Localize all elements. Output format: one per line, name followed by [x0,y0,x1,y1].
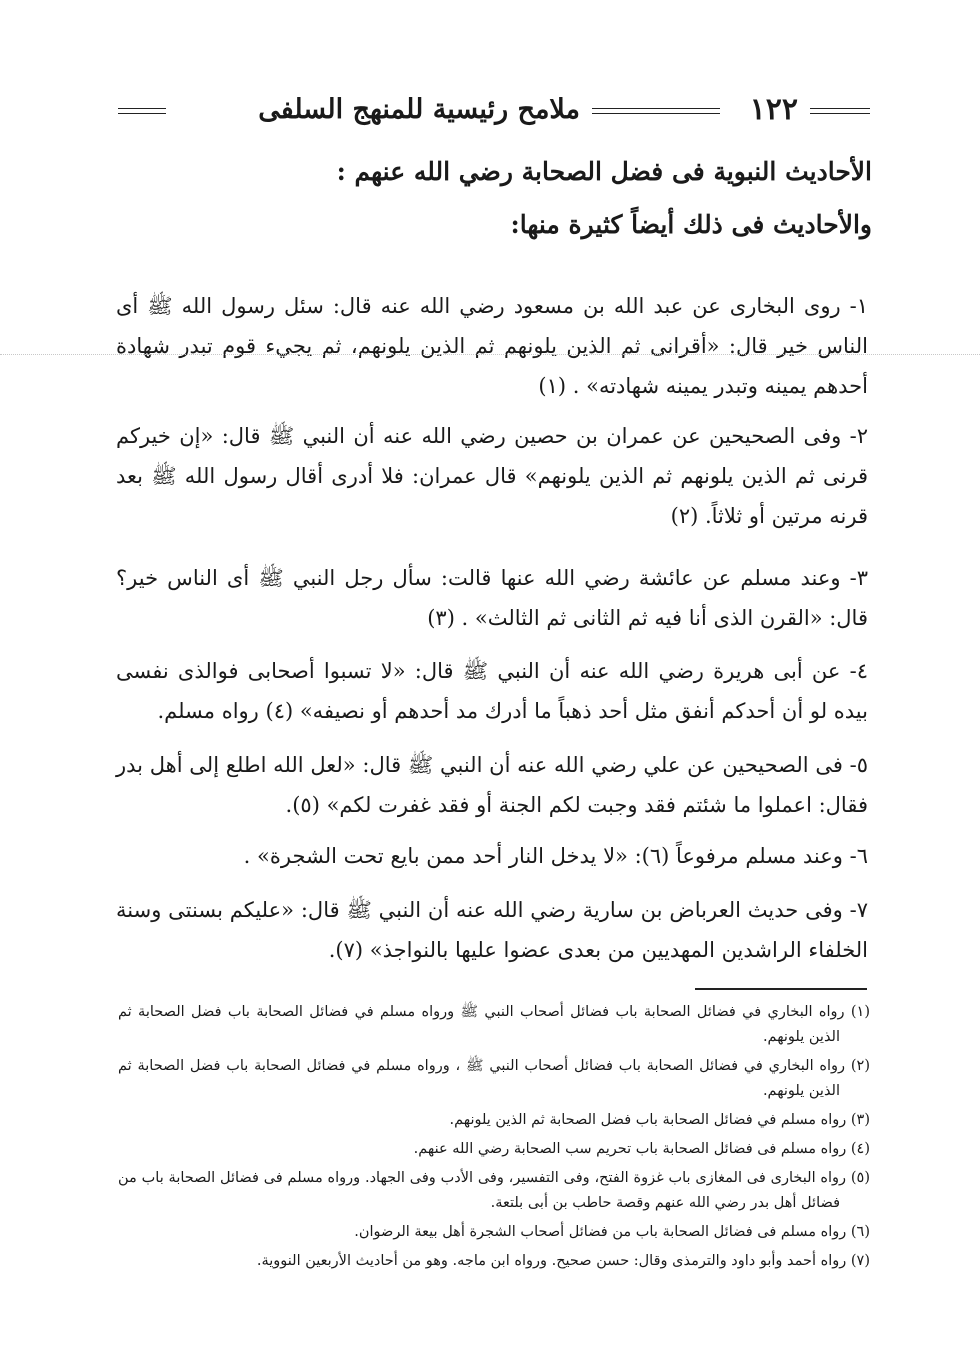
footnote-7: (٧) رواه أحمد وأبو داود والترمذى وقال: حسن صحيح. ورواه ابن ماجه. وهو من أحاديث الأربعين النووية. [256,1253,870,1269]
hadith-6: ٦- وعند مسلم مرفوعاً (٦): «لا يدخل النار أحد ممن بايع تحت الشجرة» . [243,844,868,868]
intro-line: والأحاديث فى ذلك أيضاً كثيرة منها: [510,210,872,239]
hadith-2: ٢- وفى الصحيحين عن عمران بن حصين رضي الله عنه أن النبي ﷺ قال: «إن خيركم قرنى ثم الذين يلونهم ثم الذين يلونهم» قال عمران: فلا أدرى أقال رسول الله ﷺ بعد قرنه مرتين أو ثلاثاً. (٢) [116,424,868,528]
hadith-5: ٥- فى الصحيحين عن علي رضي الله عنه أن النبي ﷺ قال: «لعل الله اطلع إلى أهل بدر فقال: اعملوا ما شئتم فقد وجبت لكم الجنة أو فقد غفرت لكم» (٥). [116,753,868,817]
section-heading: الأحاديث النبوية فى فضل الصحابة رضي الله عنهم : [336,157,872,186]
footnote-3: (٣) رواه مسلم في فضائل الصحابة باب فضل الصحابة ثم الذين يلونهم. [449,1112,870,1128]
hadith-7: ٧- وفى حديث العرباض بن سارية رضي الله عنه أن النبي ﷺ قال: «عليكم بسنتى وسنة الخلفاء الراشدين المهديين من بعدى عضوا عليها بالنواجذ» (٧). [116,898,868,962]
footnotes [118,1000,870,1278]
footnote-separator [695,988,867,990]
header-rule-left [118,108,166,114]
page-number: ١٢٢ [749,92,798,127]
hadith-4: ٤- عن أبى هريرة رضي الله عنه أن النبي ﷺ قال: «لا تسبوا أصحابى فوالذى نفسى بيده لو أن أحدكم أنفق مثل أحد ذهباً ما أدرك مد أحدهم أو نصيفه» (٤) رواه مسلم. [116,659,868,723]
hadith-3: ٣- وعند مسلم عن عائشة رضي الله عنها قالت: سأل رجل النبي ﷺ أى الناس خير؟ قال: «القرن الذى أنا فيه ثم الثانى ثم الثالث» . (٣) [116,566,868,630]
hadith-1: ١- روى البخارى عن عبد الله بن مسعود رضي الله عنه قال: سئل رسول الله ﷺ أى الناس خير قال: «أقرانى ثم الذين يلونهم ثم الذين يلونهم، ثم يجيء قوم تبدر شهادة أحدهم يمينه وتبدر يمينه شهادته» . (١) [116,294,868,398]
footnote-5: (٥) رواه البخارى فى المغازى باب غزوة الفتح، وفى التفسير، وفى الأدب وفى الجهاد. ورواه مسلم فى فضائل الصحابة باب من فضائل أهل بدر رضي الله عنهم وقصة حاطب بن أبى بلتعة. [118,1170,870,1211]
footnote-1: (١) رواه البخاري في فضائل الصحابة باب فضائل أصحاب النبي ﷺ ورواه مسلم في فضائل الصحابة باب فضل الصحابة ثم الذين يلونهم. [118,1004,870,1045]
running-title: ملامح رئيسية للمنهج السلفى [258,94,580,125]
header-rule-right [810,108,870,114]
footnote-6: (٦) رواه مسلم فى فضائل الصحابة باب من فضائل أصحاب الشجرة أهل بيعة الرضوان. [354,1224,870,1240]
running-header [118,92,870,132]
footnote-4: (٤) رواه مسلم فى فضائل الصحابة باب تحريم سب الصحابة رضي الله عنهم. [413,1141,870,1157]
scan-artifact-line [0,354,980,355]
footnote-2: (٢) رواه البخاري في فضائل الصحابة باب فضائل أصحاب النبي ﷺ ، ورواه مسلم في فضائل الصحابة باب فضل الصحابة ثم الذين يلونهم. [118,1058,870,1099]
header-rule-middle [592,108,720,114]
